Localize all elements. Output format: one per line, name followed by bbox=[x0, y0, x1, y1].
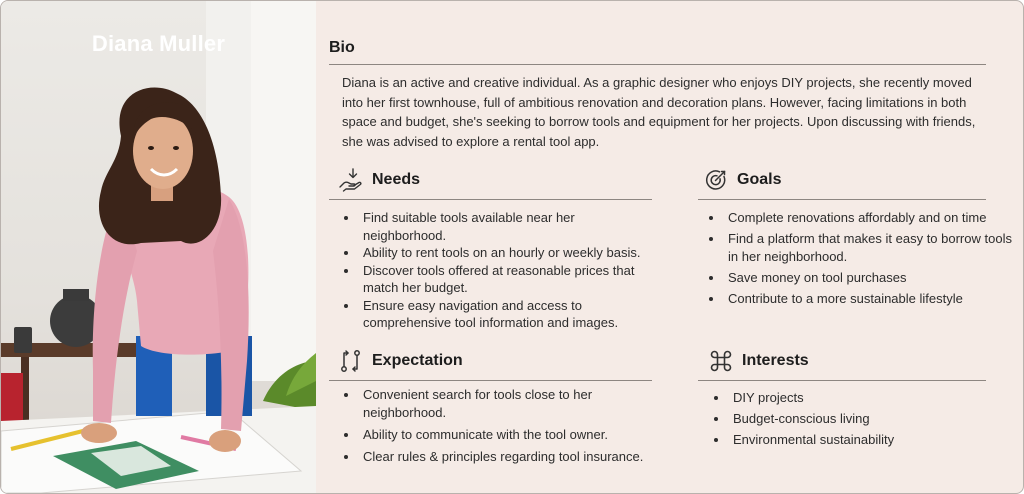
expectation-section bbox=[338, 346, 658, 476]
expectation-divider bbox=[329, 380, 652, 381]
interests-list bbox=[714, 389, 1009, 449]
list-item: • Budget-conscious living bbox=[729, 410, 1009, 428]
list-item: • Find a platform that makes it easy to borrow tools in her neighborhood. bbox=[724, 230, 1024, 266]
interests-divider bbox=[698, 380, 986, 381]
expectation-list bbox=[344, 386, 664, 466]
expectation-heading: Expectation bbox=[372, 352, 463, 369]
list-item: • DIY projects bbox=[729, 389, 1009, 407]
list-item: • Convenient search for tools close to her neighborhood. bbox=[359, 386, 664, 422]
list-item: • Ability to communicate with the tool owner. bbox=[359, 426, 664, 444]
goals-heading: Goals bbox=[737, 171, 782, 188]
git-compare-icon bbox=[338, 348, 364, 374]
bio-text: Diana is an active and creative individual. As a graphic designer who enjoys DIY projects, she recently moved into her first townhouse, full of ambitious renovation and decoration plans. However, facing limitations in both space and budget, she's seeking to borrow tools and equipment for her projects. Upon discussing with friends, she was advised to explore a rental tool app. bbox=[342, 75, 976, 149]
list-item: • Discover tools offered at reasonable prices that match her budget. bbox=[359, 262, 659, 297]
goals-header bbox=[703, 165, 781, 195]
list-item: • Environmental sustainability bbox=[729, 431, 1009, 449]
interests-heading: Interests bbox=[742, 352, 809, 369]
persona-details bbox=[316, 1, 1023, 493]
needs-heading: Needs bbox=[372, 171, 421, 188]
hand-download-icon bbox=[338, 167, 364, 193]
bio-heading: Bio bbox=[329, 39, 355, 56]
list-item: • Ensure easy navigation and access to comprehensive tool information and images. bbox=[359, 297, 659, 332]
target-icon bbox=[703, 167, 729, 193]
list-item: • Ability to rent tools on an hourly or weekly basis. bbox=[359, 244, 659, 262]
interests-header bbox=[708, 346, 809, 376]
goals-list bbox=[709, 209, 1024, 308]
persona-illustration bbox=[1, 1, 316, 493]
bio-divider bbox=[329, 64, 986, 65]
list-item: • Find suitable tools available near her neighborhood. bbox=[359, 209, 659, 244]
interests-section bbox=[708, 346, 1008, 476]
goals-section bbox=[703, 165, 1012, 325]
list-item: • Clear rules & principles regarding tool insurance. bbox=[359, 448, 664, 466]
list-item: • Complete renovations affordably and on time bbox=[724, 209, 1024, 227]
goals-divider bbox=[698, 199, 986, 200]
list-item: • Contribute to a more sustainable lifestyle bbox=[724, 290, 1024, 308]
needs-divider bbox=[329, 199, 652, 200]
needs-section bbox=[338, 165, 654, 330]
needs-list bbox=[344, 209, 659, 332]
needs-header bbox=[338, 165, 420, 195]
list-item: • Save money on tool purchases bbox=[724, 269, 1024, 287]
command-icon bbox=[708, 348, 734, 374]
persona-name: Diana Muller bbox=[91, 31, 226, 56]
persona-photo bbox=[1, 1, 316, 493]
expectation-header bbox=[338, 346, 463, 376]
